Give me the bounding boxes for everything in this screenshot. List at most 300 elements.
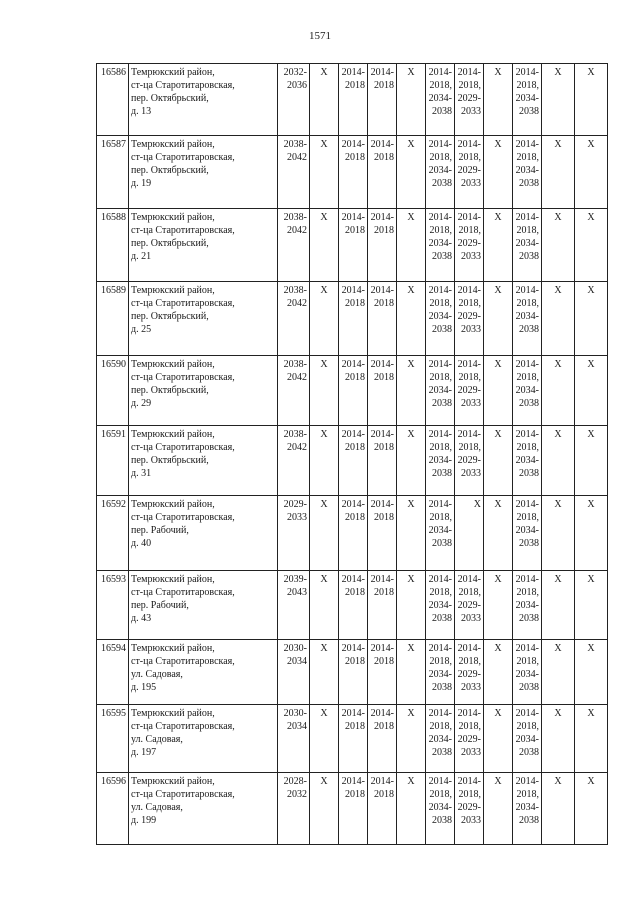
col-5-cell-line: 2018 bbox=[374, 656, 394, 667]
col-3-cell-line: Х bbox=[320, 139, 328, 150]
col-11-cell bbox=[542, 64, 575, 136]
col-8-cell-line: 2029- bbox=[457, 455, 481, 466]
period-cell-line: 2042 bbox=[287, 372, 307, 383]
col-4-cell-line: 2014- bbox=[341, 139, 365, 150]
col-5-cell-line: 2018 bbox=[374, 587, 394, 598]
col-6-cell-line: Х bbox=[407, 708, 415, 719]
address-cell-line: пер. Октябрьский, bbox=[131, 93, 209, 104]
col-5-cell-line: 2014- bbox=[370, 643, 394, 654]
col-10-cell-line: 2018, bbox=[516, 298, 539, 309]
col-7-cell-line: 2018, bbox=[429, 152, 452, 163]
col-10-cell-line: 2014- bbox=[515, 708, 539, 719]
address-cell-line: ст-ца Старотитаровская, bbox=[131, 789, 235, 800]
col-6-cell bbox=[397, 426, 426, 496]
col-6-cell-line: Х bbox=[407, 212, 415, 223]
period-cell bbox=[278, 571, 310, 640]
col-11-cell bbox=[542, 705, 575, 773]
col-7-cell bbox=[426, 571, 455, 640]
col-5-cell-line: 2014- bbox=[370, 212, 394, 223]
address-cell-line: д. 31 bbox=[131, 468, 152, 479]
col-5-cell bbox=[368, 209, 397, 282]
col-7-cell bbox=[426, 496, 455, 571]
col-4-cell bbox=[339, 64, 368, 136]
address-cell-line: ст-ца Старотитаровская, bbox=[131, 512, 235, 523]
col-8-cell bbox=[455, 640, 484, 705]
col-3-cell-line: Х bbox=[320, 212, 328, 223]
col-4-cell-line: 2018 bbox=[345, 298, 365, 309]
col-8-cell-line: 2014- bbox=[457, 776, 481, 787]
col-3-cell bbox=[310, 773, 339, 845]
col-8-cell-line: 2018, bbox=[458, 152, 481, 163]
col-6-cell-line: Х bbox=[407, 67, 415, 78]
col-11-cell-line: Х bbox=[554, 708, 562, 719]
col-8-cell bbox=[455, 773, 484, 845]
col-7-cell-line: 2014- bbox=[428, 643, 452, 654]
col-10-cell-line: 2018, bbox=[516, 225, 539, 236]
col-10-cell-line: 2018, bbox=[516, 656, 539, 667]
col-11-cell bbox=[542, 209, 575, 282]
col-3-cell-line: Х bbox=[320, 643, 328, 654]
period-cell-line: 2038- bbox=[283, 212, 307, 223]
col-8-cell bbox=[455, 496, 484, 571]
col-11-cell-line: Х bbox=[554, 285, 562, 296]
col-4-cell-line: 2018 bbox=[345, 789, 365, 800]
col-4-cell-line: 2014- bbox=[341, 212, 365, 223]
col-5-cell-line: 2018 bbox=[374, 512, 394, 523]
col-12-cell-line: Х bbox=[587, 67, 595, 78]
col-9-cell-line: Х bbox=[494, 285, 502, 296]
col-9-cell bbox=[484, 136, 513, 209]
col-8-cell-line: 2018, bbox=[458, 442, 481, 453]
col-11-cell bbox=[542, 773, 575, 845]
col-3-cell-line: Х bbox=[320, 285, 328, 296]
address-cell-line: д. 197 bbox=[131, 747, 157, 758]
address-cell-line: д. 195 bbox=[131, 682, 157, 693]
period-cell-line: 2028- bbox=[283, 776, 307, 787]
col-6-cell-line: Х bbox=[407, 499, 415, 510]
address-cell-line: ст-ца Старотитаровская, bbox=[131, 225, 235, 236]
col-10-cell-line: 2014- bbox=[515, 359, 539, 370]
col-5-cell bbox=[368, 356, 397, 426]
col-11-cell bbox=[542, 356, 575, 426]
col-8-cell-line: 2014- bbox=[457, 429, 481, 440]
col-8-cell-line: 2014- bbox=[457, 574, 481, 585]
col-4-cell-line: 2014- bbox=[341, 708, 365, 719]
col-7-cell-line: 2018, bbox=[429, 656, 452, 667]
col-9-cell-line: Х bbox=[494, 359, 502, 370]
col-5-cell bbox=[368, 282, 397, 356]
period-cell-line: 2042 bbox=[287, 152, 307, 163]
col-6-cell-line: Х bbox=[407, 359, 415, 370]
col-10-cell bbox=[513, 426, 542, 496]
col-12-cell bbox=[575, 496, 608, 571]
address-cell-line: Темрюкский район, bbox=[131, 285, 215, 296]
col-7-cell-line: 2038 bbox=[432, 468, 452, 479]
col-4-cell-line: 2018 bbox=[345, 721, 365, 732]
col-5-cell-line: 2018 bbox=[374, 789, 394, 800]
col-8-cell bbox=[455, 64, 484, 136]
col-8-cell-line: 2018, bbox=[458, 225, 481, 236]
period-cell bbox=[278, 640, 310, 705]
period-cell-line: 2036 bbox=[287, 80, 307, 91]
col-8-cell-line: 2029- bbox=[457, 165, 481, 176]
col-7-cell-line: 2014- bbox=[428, 285, 452, 296]
col-7-cell-line: 2018, bbox=[429, 298, 452, 309]
col-3-cell-line: Х bbox=[320, 776, 328, 787]
col-3-cell bbox=[310, 136, 339, 209]
col-10-cell-line: 2034- bbox=[515, 669, 539, 680]
address-cell-line: пер. Рабочий, bbox=[131, 525, 189, 536]
address-cell-line: Темрюкский район, bbox=[131, 139, 215, 150]
col-12-cell bbox=[575, 64, 608, 136]
col-7-cell-line: 2034- bbox=[428, 455, 452, 466]
col-5-cell-line: 2018 bbox=[374, 298, 394, 309]
col-4-cell-line: 2014- bbox=[341, 574, 365, 585]
col-7-cell-line: 2018, bbox=[429, 372, 452, 383]
col-10-cell-line: 2018, bbox=[516, 512, 539, 523]
col-3-cell-line: Х bbox=[320, 574, 328, 585]
col-8-cell-line: 2018, bbox=[458, 721, 481, 732]
col-8-cell-line: 2033 bbox=[461, 468, 481, 479]
col-10-cell bbox=[513, 209, 542, 282]
col-7-cell-line: 2038 bbox=[432, 251, 452, 262]
col-9-cell-line: Х bbox=[494, 212, 502, 223]
col-6-cell-line: Х bbox=[407, 429, 415, 440]
col-8-cell-line: 2033 bbox=[461, 178, 481, 189]
col-12-cell bbox=[575, 640, 608, 705]
address-cell-line: д. 13 bbox=[131, 106, 152, 117]
col-7-cell-line: 2034- bbox=[428, 238, 452, 249]
period-cell bbox=[278, 496, 310, 571]
col-11-cell-line: Х bbox=[554, 776, 562, 787]
col-8-cell-line: 2029- bbox=[457, 385, 481, 396]
col-12-cell-line: Х bbox=[587, 429, 595, 440]
col-12-cell bbox=[575, 282, 608, 356]
col-9-cell bbox=[484, 356, 513, 426]
col-11-cell-line: Х bbox=[554, 67, 562, 78]
address-cell-line: Темрюкский район, bbox=[131, 708, 215, 719]
col-10-cell bbox=[513, 496, 542, 571]
col-5-cell bbox=[368, 705, 397, 773]
col-8-cell-line: 2033 bbox=[461, 613, 481, 624]
col-4-cell bbox=[339, 426, 368, 496]
address-cell-line: пер. Октябрьский, bbox=[131, 311, 209, 322]
col-7-cell-line: 2038 bbox=[432, 106, 452, 117]
col-11-cell-line: Х bbox=[554, 643, 562, 654]
col-6-cell bbox=[397, 136, 426, 209]
col-8-cell-line: 2018, bbox=[458, 372, 481, 383]
row-number: 16591 bbox=[97, 426, 129, 496]
col-5-cell-line: 2014- bbox=[370, 429, 394, 440]
col-7-cell-line: 2034- bbox=[428, 311, 452, 322]
col-5-cell-line: 2014- bbox=[370, 359, 394, 370]
col-8-cell bbox=[455, 426, 484, 496]
register-table bbox=[96, 63, 608, 845]
col-4-cell-line: 2014- bbox=[341, 67, 365, 78]
address-cell-line: ст-ца Старотитаровская, bbox=[131, 587, 235, 598]
col-7-cell bbox=[426, 705, 455, 773]
col-5-cell-line: 2018 bbox=[374, 152, 394, 163]
col-10-cell-line: 2034- bbox=[515, 525, 539, 536]
col-7-cell-line: 2018, bbox=[429, 789, 452, 800]
col-10-cell-line: 2038 bbox=[519, 613, 539, 624]
col-4-cell-line: 2018 bbox=[345, 372, 365, 383]
col-7-cell-line: 2038 bbox=[432, 538, 452, 549]
table-row bbox=[97, 640, 608, 705]
table-row bbox=[97, 209, 608, 282]
col-5-cell bbox=[368, 64, 397, 136]
col-8-cell-line: 2014- bbox=[457, 285, 481, 296]
col-8-cell-line: 2029- bbox=[457, 238, 481, 249]
col-10-cell-line: 2018, bbox=[516, 721, 539, 732]
period-cell-line: 2032- bbox=[283, 67, 307, 78]
col-4-cell-line: 2014- bbox=[341, 429, 365, 440]
address-cell-line: ул. Садовая, bbox=[131, 734, 183, 745]
table-row bbox=[97, 356, 608, 426]
col-8-cell-line: 2014- bbox=[457, 643, 481, 654]
col-10-cell bbox=[513, 705, 542, 773]
col-7-cell bbox=[426, 64, 455, 136]
col-4-cell-line: 2014- bbox=[341, 776, 365, 787]
col-10-cell bbox=[513, 773, 542, 845]
col-12-cell bbox=[575, 773, 608, 845]
col-7-cell-line: 2038 bbox=[432, 178, 452, 189]
col-10-cell-line: 2038 bbox=[519, 106, 539, 117]
period-cell-line: 2032 bbox=[287, 789, 307, 800]
col-4-cell-line: 2014- bbox=[341, 499, 365, 510]
col-9-cell bbox=[484, 773, 513, 845]
col-8-cell bbox=[455, 209, 484, 282]
col-6-cell bbox=[397, 705, 426, 773]
address-cell-line: Темрюкский район, bbox=[131, 429, 215, 440]
col-12-cell bbox=[575, 705, 608, 773]
address-cell-line: д. 40 bbox=[131, 538, 152, 549]
col-12-cell-line: Х bbox=[587, 359, 595, 370]
address-cell bbox=[129, 496, 278, 571]
col-3-cell bbox=[310, 356, 339, 426]
col-6-cell bbox=[397, 640, 426, 705]
col-4-cell bbox=[339, 705, 368, 773]
col-10-cell-line: 2018, bbox=[516, 80, 539, 91]
col-9-cell-line: Х bbox=[494, 574, 502, 585]
col-9-cell-line: Х bbox=[494, 67, 502, 78]
col-5-cell bbox=[368, 640, 397, 705]
col-10-cell-line: 2038 bbox=[519, 682, 539, 693]
period-cell bbox=[278, 356, 310, 426]
col-4-cell bbox=[339, 571, 368, 640]
col-5-cell-line: 2018 bbox=[374, 80, 394, 91]
col-9-cell-line: Х bbox=[494, 643, 502, 654]
col-10-cell-line: 2034- bbox=[515, 385, 539, 396]
period-cell bbox=[278, 705, 310, 773]
col-7-cell-line: 2014- bbox=[428, 139, 452, 150]
col-11-cell bbox=[542, 282, 575, 356]
col-10-cell bbox=[513, 571, 542, 640]
col-8-cell bbox=[455, 571, 484, 640]
col-5-cell-line: 2018 bbox=[374, 442, 394, 453]
col-4-cell bbox=[339, 496, 368, 571]
col-4-cell bbox=[339, 773, 368, 845]
address-cell-line: ст-ца Старотитаровская, bbox=[131, 656, 235, 667]
col-7-cell-line: 2018, bbox=[429, 512, 452, 523]
col-11-cell-line: Х bbox=[554, 574, 562, 585]
col-8-cell-line: 2018, bbox=[458, 587, 481, 598]
col-10-cell-line: 2014- bbox=[515, 285, 539, 296]
col-3-cell-line: Х bbox=[320, 359, 328, 370]
col-10-cell-line: 2034- bbox=[515, 802, 539, 813]
col-10-cell-line: 2014- bbox=[515, 139, 539, 150]
col-7-cell bbox=[426, 282, 455, 356]
col-3-cell bbox=[310, 64, 339, 136]
col-10-cell-line: 2038 bbox=[519, 324, 539, 335]
table-row bbox=[97, 571, 608, 640]
col-7-cell bbox=[426, 773, 455, 845]
col-7-cell-line: 2018, bbox=[429, 442, 452, 453]
col-10-cell-line: 2014- bbox=[515, 574, 539, 585]
col-4-cell bbox=[339, 282, 368, 356]
row-number: 16586 bbox=[97, 64, 129, 136]
col-7-cell-line: 2038 bbox=[432, 815, 452, 826]
address-cell-line: ул. Садовая, bbox=[131, 669, 183, 680]
period-cell bbox=[278, 209, 310, 282]
address-cell-line: ст-ца Старотитаровская, bbox=[131, 152, 235, 163]
col-4-cell-line: 2018 bbox=[345, 80, 365, 91]
col-12-cell-line: Х bbox=[587, 139, 595, 150]
period-cell-line: 2038- bbox=[283, 139, 307, 150]
col-4-cell-line: 2018 bbox=[345, 656, 365, 667]
col-6-cell bbox=[397, 209, 426, 282]
address-cell-line: ул. Садовая, bbox=[131, 802, 183, 813]
period-cell-line: 2030- bbox=[283, 708, 307, 719]
col-11-cell bbox=[542, 136, 575, 209]
col-8-cell-line: 2014- bbox=[457, 359, 481, 370]
col-12-cell-line: Х bbox=[587, 499, 595, 510]
col-3-cell bbox=[310, 705, 339, 773]
address-cell-line: Темрюкский район, bbox=[131, 499, 215, 510]
col-10-cell-line: 2014- bbox=[515, 776, 539, 787]
col-10-cell-line: 2018, bbox=[516, 152, 539, 163]
col-11-cell bbox=[542, 426, 575, 496]
col-12-cell bbox=[575, 426, 608, 496]
address-cell bbox=[129, 136, 278, 209]
col-8-cell-line: 2018, bbox=[458, 789, 481, 800]
col-8-cell-line: 2029- bbox=[457, 734, 481, 745]
col-4-cell-line: 2018 bbox=[345, 152, 365, 163]
col-9-cell-line: Х bbox=[494, 499, 502, 510]
col-10-cell-line: 2014- bbox=[515, 643, 539, 654]
col-10-cell-line: 2014- bbox=[515, 67, 539, 78]
period-cell bbox=[278, 136, 310, 209]
col-7-cell-line: 2038 bbox=[432, 613, 452, 624]
col-5-cell-line: 2014- bbox=[370, 776, 394, 787]
col-11-cell bbox=[542, 571, 575, 640]
period-cell-line: 2038- bbox=[283, 359, 307, 370]
col-12-cell-line: Х bbox=[587, 285, 595, 296]
col-10-cell-line: 2034- bbox=[515, 455, 539, 466]
col-6-cell-line: Х bbox=[407, 643, 415, 654]
col-10-cell-line: 2038 bbox=[519, 538, 539, 549]
address-cell-line: ст-ца Старотитаровская, bbox=[131, 298, 235, 309]
col-5-cell-line: 2014- bbox=[370, 499, 394, 510]
col-3-cell bbox=[310, 571, 339, 640]
col-8-cell-line: 2014- bbox=[457, 212, 481, 223]
col-8-cell bbox=[455, 705, 484, 773]
address-cell bbox=[129, 64, 278, 136]
address-cell bbox=[129, 282, 278, 356]
col-8-cell-line: Х bbox=[473, 499, 481, 510]
col-7-cell-line: 2018, bbox=[429, 225, 452, 236]
col-10-cell bbox=[513, 282, 542, 356]
address-cell-line: пер. Рабочий, bbox=[131, 600, 189, 611]
period-cell-line: 2030- bbox=[283, 643, 307, 654]
address-cell bbox=[129, 571, 278, 640]
col-12-cell-line: Х bbox=[587, 708, 595, 719]
period-cell-line: 2033 bbox=[287, 512, 307, 523]
col-8-cell-line: 2029- bbox=[457, 600, 481, 611]
col-4-cell-line: 2018 bbox=[345, 442, 365, 453]
col-8-cell-line: 2033 bbox=[461, 682, 481, 693]
col-3-cell bbox=[310, 640, 339, 705]
col-11-cell-line: Х bbox=[554, 139, 562, 150]
col-6-cell bbox=[397, 282, 426, 356]
table-row bbox=[97, 773, 608, 845]
col-9-cell-line: Х bbox=[494, 776, 502, 787]
col-4-cell-line: 2018 bbox=[345, 587, 365, 598]
period-cell-line: 2042 bbox=[287, 442, 307, 453]
period-cell-line: 2043 bbox=[287, 587, 307, 598]
period-cell bbox=[278, 773, 310, 845]
col-5-cell bbox=[368, 426, 397, 496]
address-cell bbox=[129, 640, 278, 705]
col-7-cell-line: 2014- bbox=[428, 776, 452, 787]
col-8-cell-line: 2014- bbox=[457, 708, 481, 719]
period-cell-line: 2034 bbox=[287, 656, 307, 667]
col-7-cell-line: 2034- bbox=[428, 385, 452, 396]
address-cell bbox=[129, 705, 278, 773]
address-cell-line: д. 43 bbox=[131, 613, 152, 624]
col-10-cell-line: 2038 bbox=[519, 815, 539, 826]
col-8-cell-line: 2018, bbox=[458, 80, 481, 91]
col-6-cell-line: Х bbox=[407, 776, 415, 787]
address-cell-line: ст-ца Старотитаровская, bbox=[131, 442, 235, 453]
col-8-cell-line: 2029- bbox=[457, 311, 481, 322]
row-number: 16595 bbox=[97, 705, 129, 773]
col-3-cell-line: Х bbox=[320, 429, 328, 440]
col-11-cell bbox=[542, 640, 575, 705]
col-5-cell bbox=[368, 571, 397, 640]
row-number: 16596 bbox=[97, 773, 129, 845]
col-8-cell-line: 2033 bbox=[461, 106, 481, 117]
col-9-cell bbox=[484, 705, 513, 773]
col-7-cell-line: 2034- bbox=[428, 734, 452, 745]
address-cell bbox=[129, 356, 278, 426]
col-10-cell-line: 2014- bbox=[515, 212, 539, 223]
col-10-cell-line: 2038 bbox=[519, 747, 539, 758]
col-3-cell bbox=[310, 282, 339, 356]
table-row bbox=[97, 136, 608, 209]
row-number: 16590 bbox=[97, 356, 129, 426]
col-7-cell bbox=[426, 356, 455, 426]
col-9-cell bbox=[484, 209, 513, 282]
address-cell-line: ст-ца Старотитаровская, bbox=[131, 721, 235, 732]
col-9-cell-line: Х bbox=[494, 429, 502, 440]
col-8-cell-line: 2033 bbox=[461, 324, 481, 335]
col-10-cell-line: 2018, bbox=[516, 789, 539, 800]
col-12-cell-line: Х bbox=[587, 643, 595, 654]
period-cell-line: 2034 bbox=[287, 721, 307, 732]
col-10-cell-line: 2018, bbox=[516, 442, 539, 453]
address-cell-line: д. 19 bbox=[131, 178, 152, 189]
